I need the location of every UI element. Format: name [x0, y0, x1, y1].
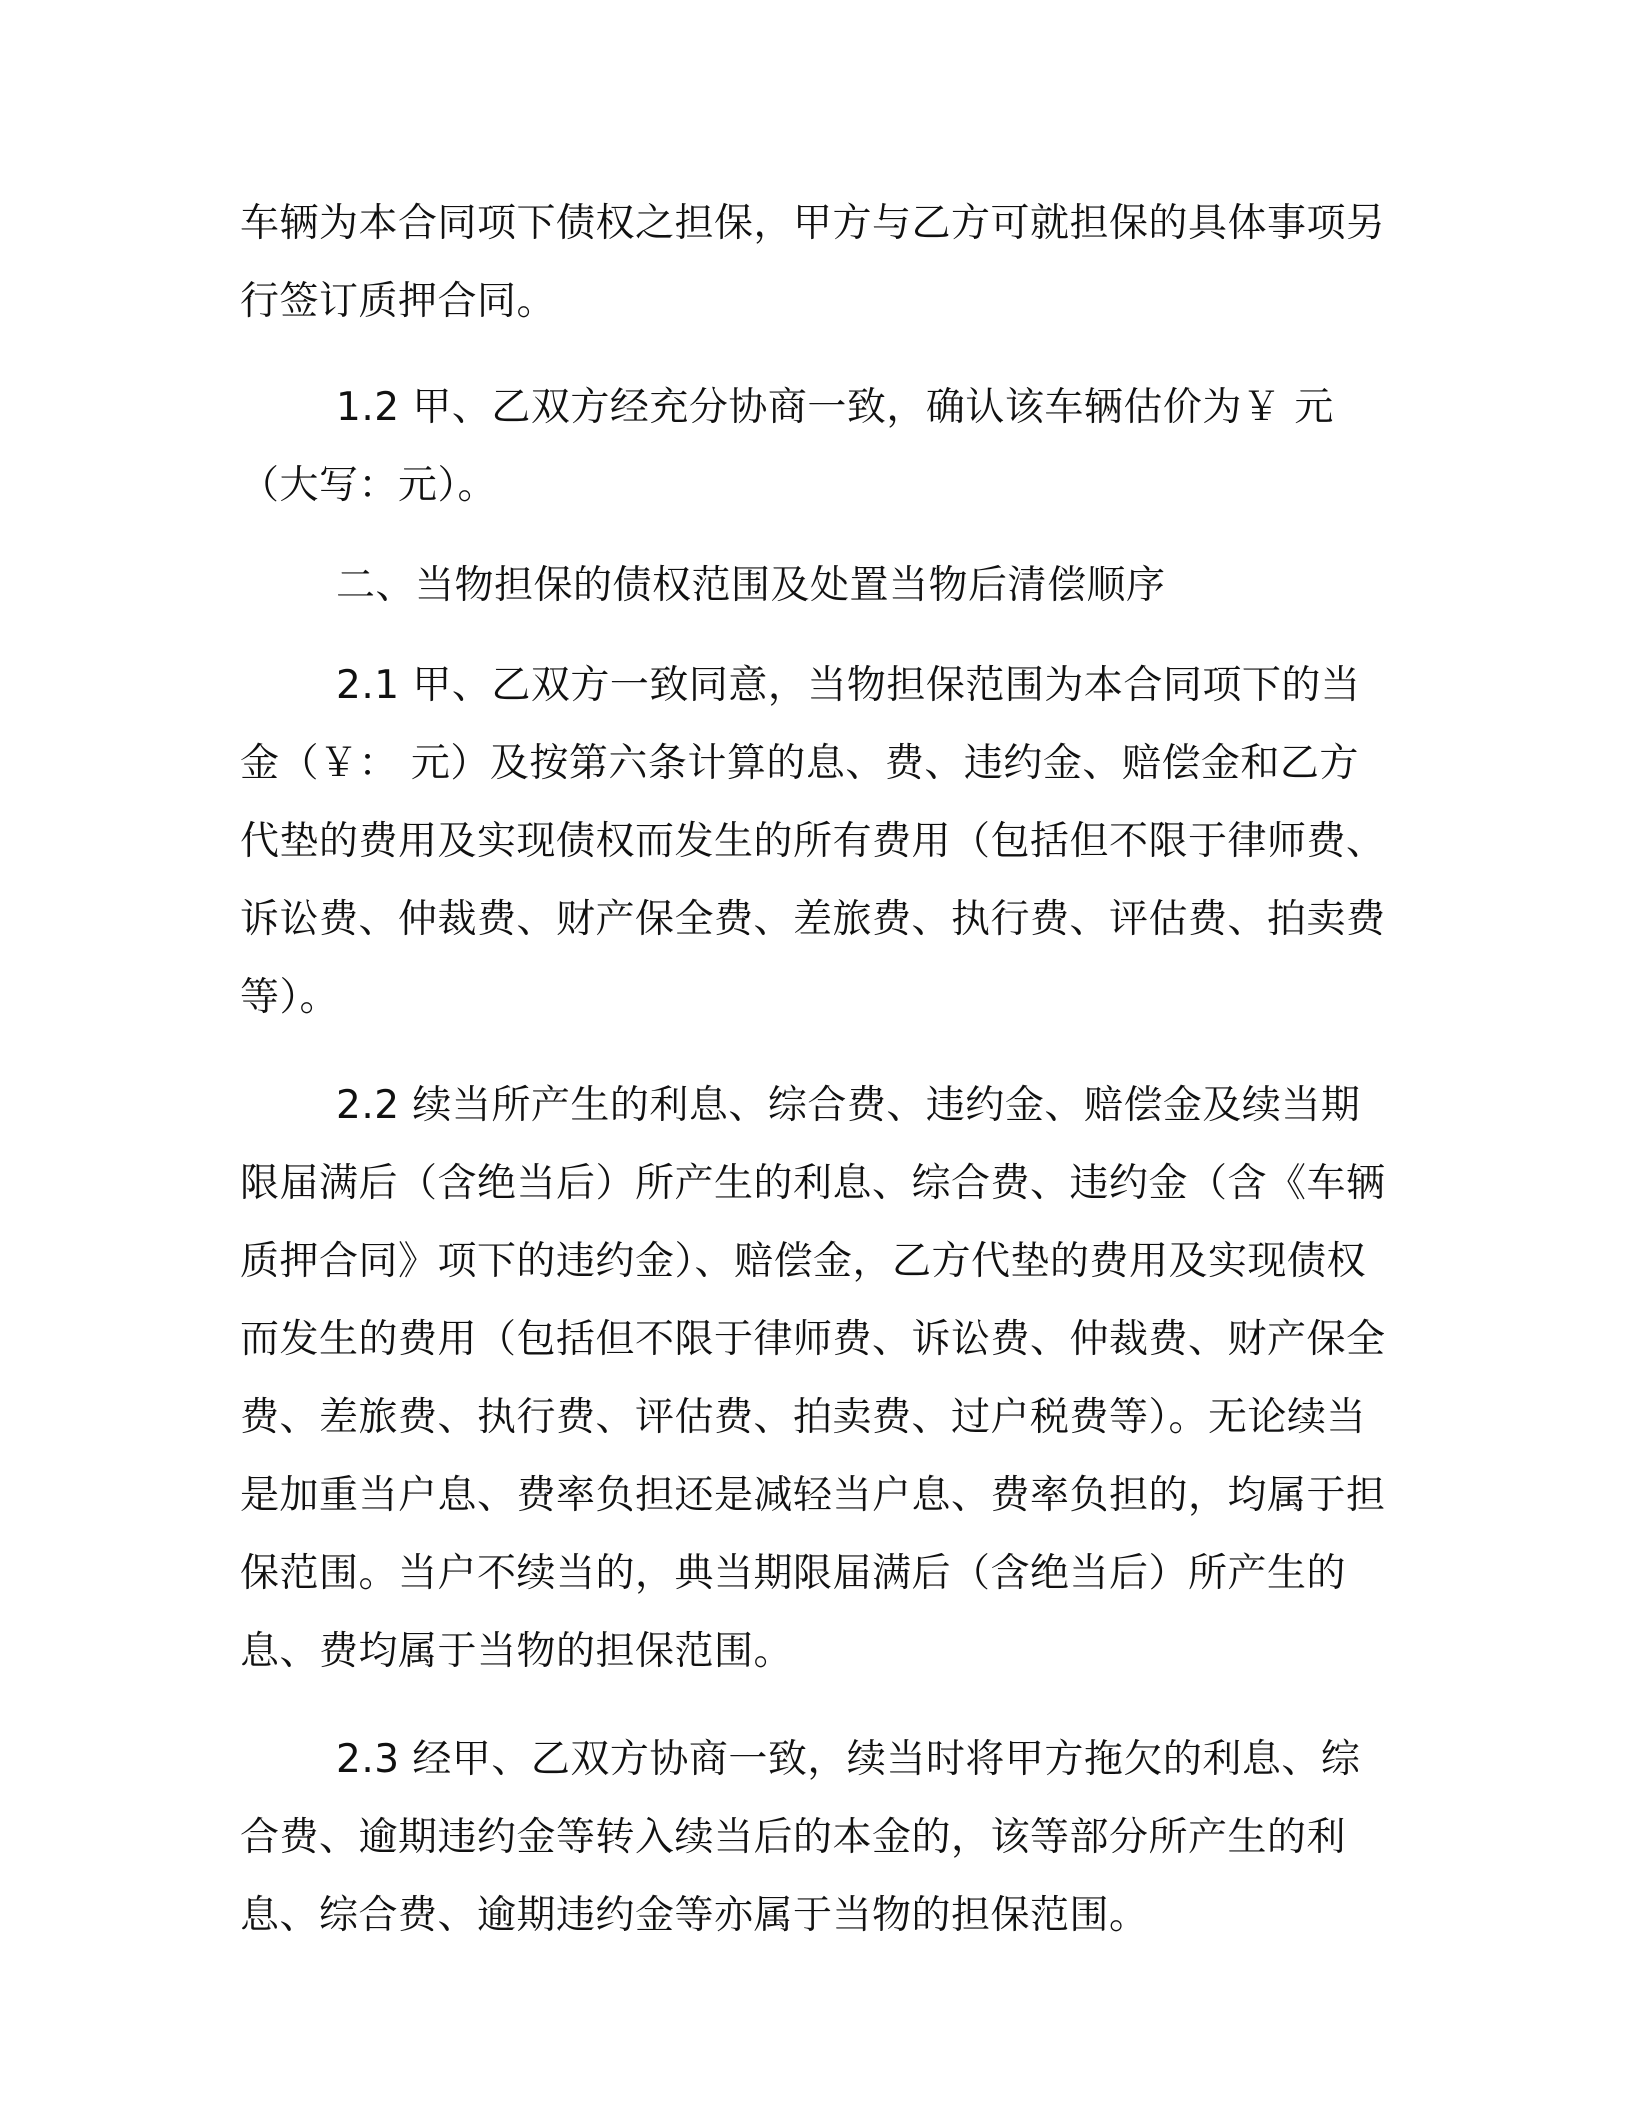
section-heading-2: 二、当物担保的债权范围及处置当物后清偿顺序 [336, 563, 1166, 608]
paragraph-clause-2-1: 2.1 甲、乙双方一致同意，当物担保范围为本合同项下的当金（￥： 元）及按第六条计算的息、费、违约金、赔偿金和乙方代垫的费用及实现债权而发生的所有费用（包括但不限于律师费、诉讼费、仲裁费、财产保全费、差旅费、执行费、评估费、拍卖费等）。 [240, 663, 1386, 1020]
paragraph-clause-2-2: 2.2 续当所产生的利息、综合费、违约金、赔偿金及续当期限届满后（含绝当后）所产生的利息、综合费、违约金（含《车辆质押合同》项下的违约金）、赔偿金，乙方代垫的费用及实现债权而发生的费用（包括但不限于律师费、诉讼费、仲裁费、财产保全费、差旅费、执行费、评估费、拍卖费、过户税费等）。无论续当是加重当户息、费率负担还是减轻当户息、费率负担的，均属于担保范围。当户不续当的，典当期限届满后（含绝当后）所产生的息、费均属于当物的担保范围。 [240, 1083, 1386, 1674]
paragraph-clause-1-2: 1.2 甲、乙双方经充分协商一致，确认该车辆估价为￥ 元（大写：元）。 [240, 385, 1334, 508]
paragraph-continuation: 车辆为本合同项下债权之担保，甲方与乙方可就担保的具体事项另行签订质押合同。 [240, 201, 1386, 324]
document-body [240, 185, 1390, 1955]
paragraph-clause-2-3: 2.3 经甲、乙双方协商一致，续当时将甲方拖欠的利息、综合费、逾期违约金等转入续当后的本金的，该等部分所产生的利息、综合费、逾期违约金等亦属于当物的担保范围。 [240, 1737, 1361, 1938]
